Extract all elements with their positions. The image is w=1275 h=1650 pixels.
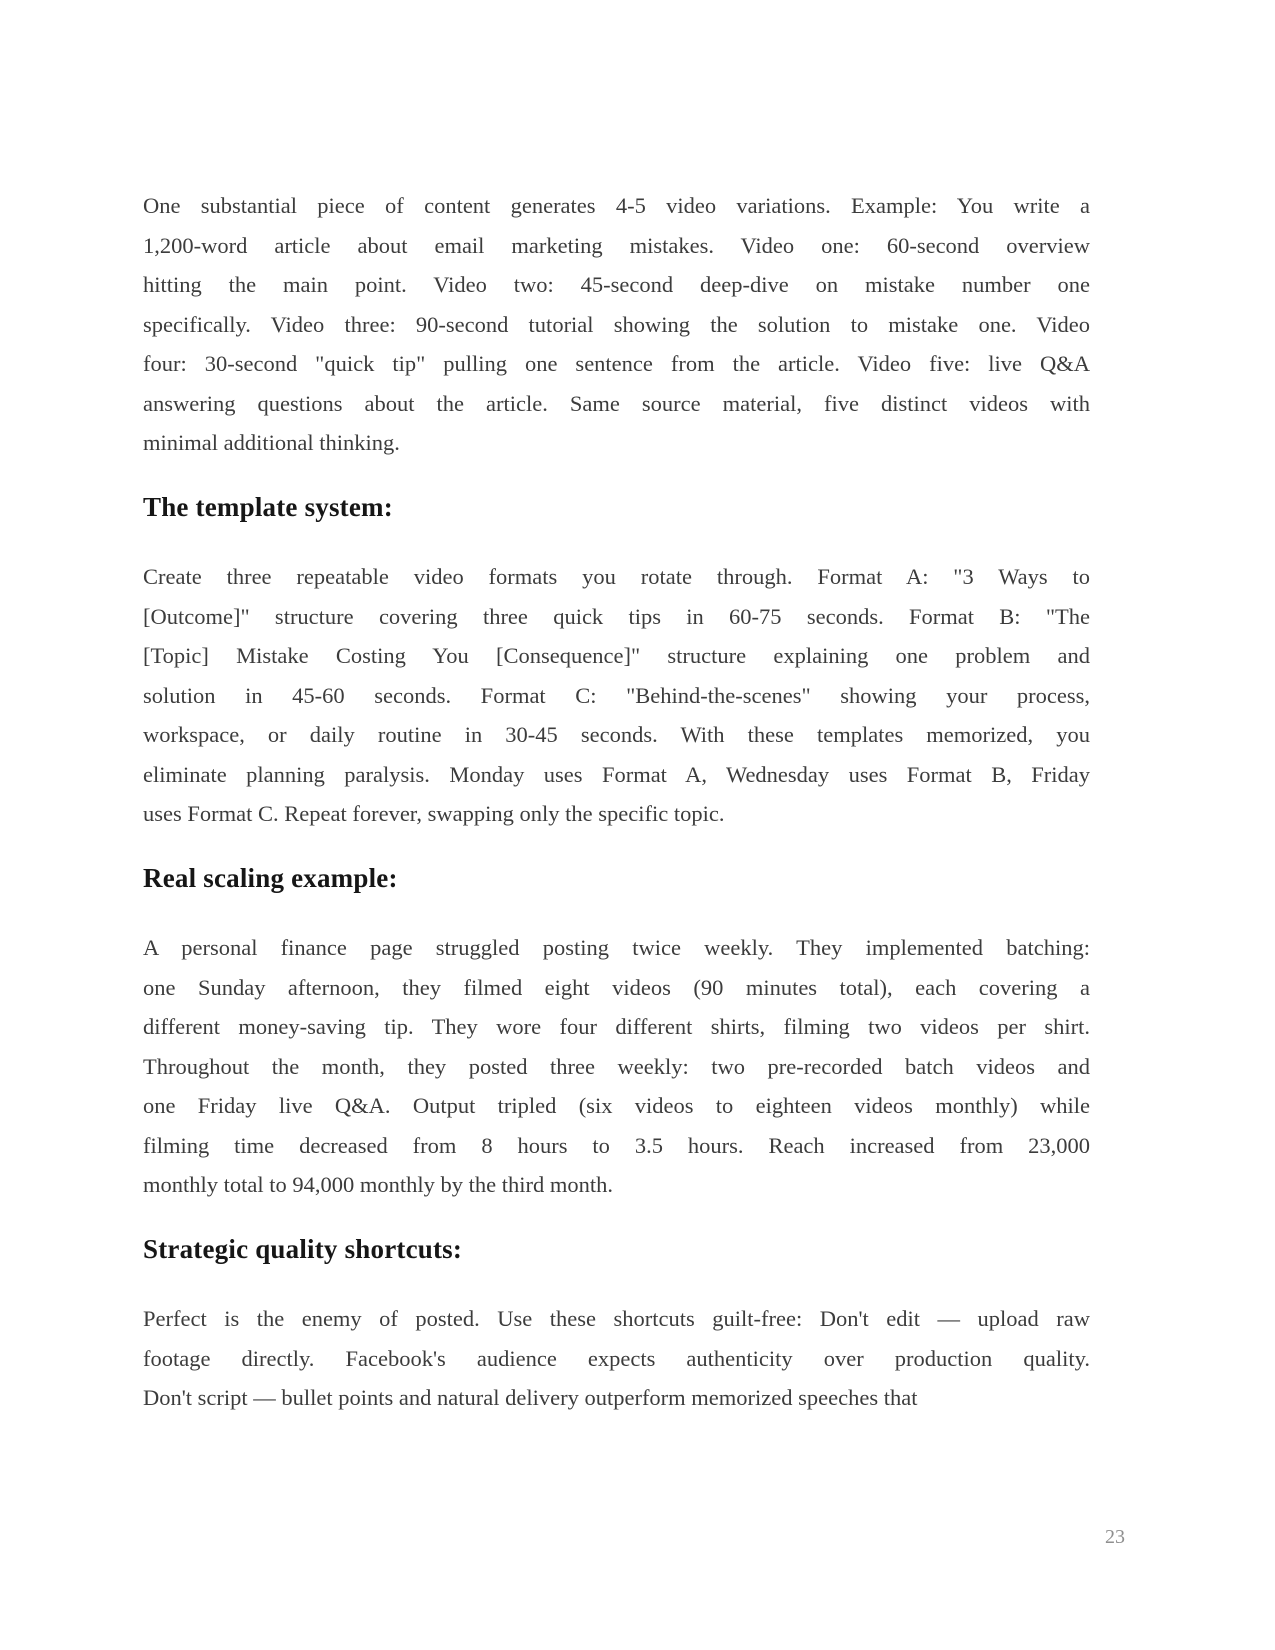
paragraph-line: footage directly. Facebook's audience expects authenticity over production quality.	[143, 1345, 1090, 1371]
page-number: 23	[1105, 1526, 1125, 1548]
paragraph-line: 1,200-word article about email marketing mistakes. Video one: 60-second overview	[143, 232, 1090, 258]
paragraph-line: specifically. Video three: 90-second tutorial showing the solution to mistake one. Video	[143, 311, 1090, 337]
paragraph-line: One substantial piece of content generates 4-5 video variations. Example: You write a	[143, 193, 1090, 218]
paragraph-line: minimal additional thinking.	[143, 430, 400, 455]
paragraph-line: Throughout the month, they posted three weekly: two pre-recorded batch videos and	[143, 1053, 1090, 1079]
text-blocks	[143, 186, 1090, 1418]
paragraph-line: [Topic] Mistake Costing You [Consequence]" structure explaining one problem and	[143, 643, 1090, 668]
paragraph-line: Perfect is the enemy of posted. Use these shortcuts guilt-free: Don't edit — upload raw	[143, 1306, 1090, 1331]
paragraph-line: four: 30-second "quick tip" pulling one sentence from the article. Video five: live Q&A	[143, 351, 1090, 376]
section-heading: Strategic quality shortcuts:	[143, 1233, 463, 1264]
paragraph-line: one Friday live Q&A. Output tripled (six videos to eighteen videos monthly) while	[143, 1093, 1090, 1118]
paragraph	[143, 928, 1090, 1205]
paragraph-line: Don't script — bullet points and natural delivery outperform memorized speeches that	[143, 1385, 918, 1410]
paragraph-line: workspace, or daily routine in 30-45 seconds. With these templates memorized, you	[143, 722, 1090, 747]
page-content	[143, 186, 1090, 1443]
paragraph-line: Create three repeatable video formats you rotate through. Format A: "3 Ways to	[143, 564, 1090, 589]
paragraph	[143, 557, 1090, 834]
paragraph-line: different money-saving tip. They wore four different shirts, filming two videos per shirt.	[143, 1014, 1090, 1039]
paragraph	[143, 1299, 1090, 1418]
paragraph-line: solution in 45-60 seconds. Format C: "Behind-the-scenes" showing your process,	[143, 682, 1090, 708]
paragraph-line: A personal finance page struggled posting twice weekly. They implemented batching:	[143, 935, 1090, 960]
paragraph-line: hitting the main point. Video two: 45-second deep-dive on mistake number one	[143, 272, 1090, 297]
paragraph-line: [Outcome]" structure covering three quick tips in 60-75 seconds. Format B: "The	[143, 603, 1090, 629]
paragraph-line: eliminate planning paralysis. Monday uses Format A, Wednesday uses Format B, Friday	[143, 761, 1090, 787]
paragraph-line: monthly total to 94,000 monthly by the third month.	[143, 1172, 613, 1197]
section-heading: The template system:	[143, 491, 393, 522]
paragraph-line: answering questions about the article. Same source material, five distinct videos with	[143, 390, 1090, 416]
paragraph-line: filming time decreased from 8 hours to 3.5 hours. Reach increased from 23,000	[143, 1132, 1090, 1158]
paragraph-line: uses Format C. Repeat forever, swapping only the specific topic.	[143, 801, 725, 826]
section-heading: Real scaling example:	[143, 862, 398, 893]
paragraph-line: one Sunday afternoon, they filmed eight videos (90 minutes total), each covering a	[143, 974, 1090, 1000]
paragraph	[143, 186, 1090, 463]
